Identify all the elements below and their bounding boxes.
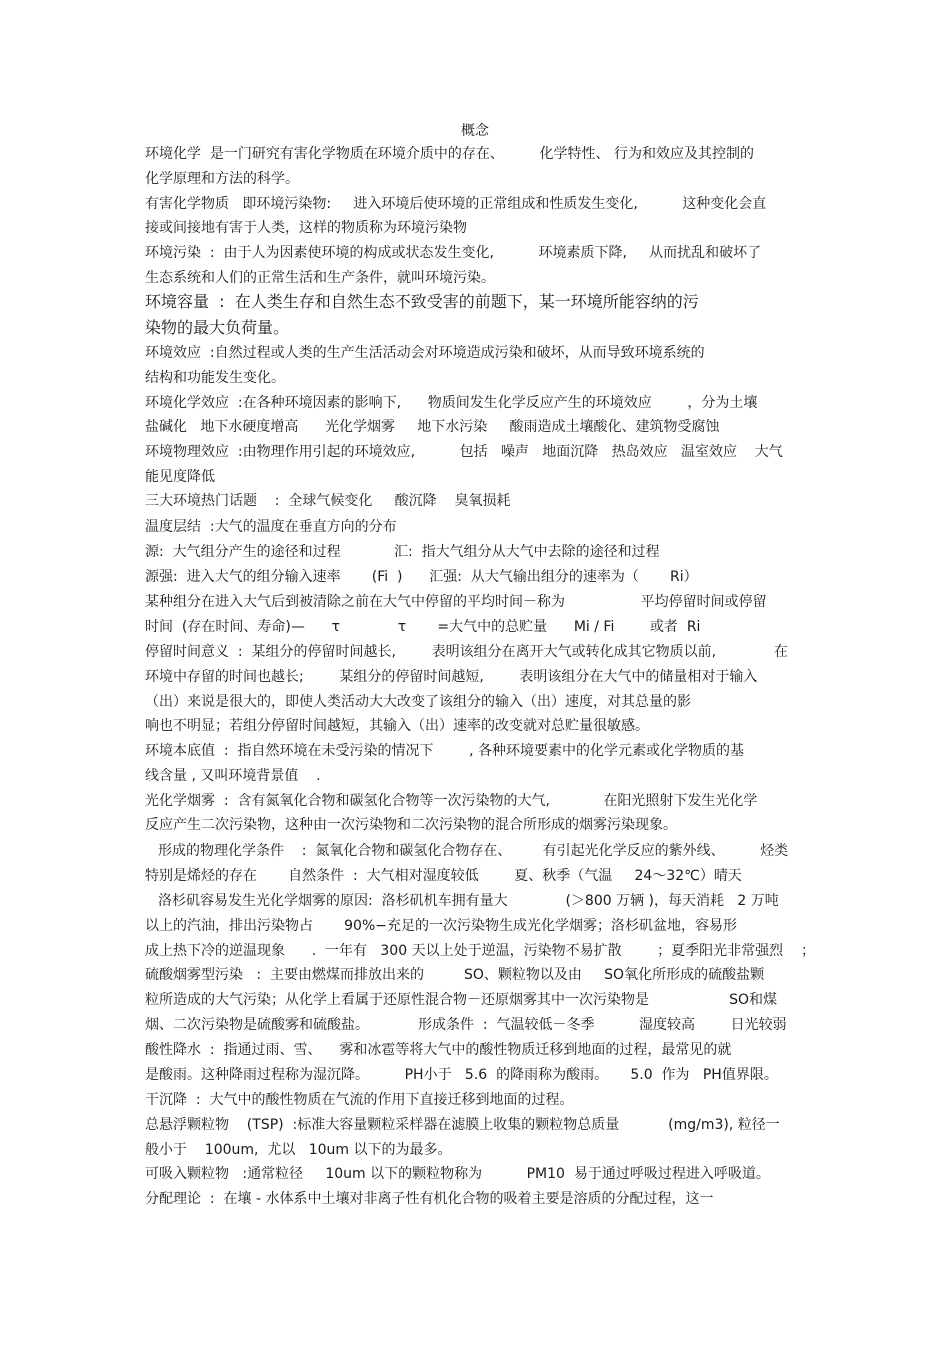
text-line: 特别是烯烃的存在 自然条件 : 大气相对湿度较低 夏、秋季（气温 24～32℃）晴天: [145, 868, 742, 884]
text-line: 环境化学 是一门研究有害化学物质在环境介质中的存在、 化学特性、 行为和效应及其控制的: [145, 146, 754, 162]
text-line: 洛杉矶容易发生光化学烟雾的原因: 洛杉矶机车拥有量大 (＞800 万辆 )，每天消耗 2 万吨: [158, 893, 779, 909]
text-line: 源: 大气组分产生的途径和过程 汇: 指大气组分从大气中去除的途径和过程: [145, 544, 660, 560]
text-line: 酸性降水 : 指通过雨、雪、 雾和冰雹等将大气中的酸性物质迁移到地面的过程，最常见的就: [145, 1042, 732, 1058]
text-line: 环境本底值 : 指自然环境在未受污染的情况下 , 各种环境要素中的化学元素或化学物质的基: [145, 743, 745, 759]
text-line: 干沉降 : 大气中的酸性物质在气流的作用下直接迁移到地面的过程。: [145, 1092, 574, 1108]
text-line: 结构和功能发生变化。: [145, 370, 285, 386]
text-line: 环境化学效应 :在各种环境因素的影响下, 物质间发生化学反应产生的环境效应 ，分为土壤: [145, 395, 758, 411]
text-line: 环境污染 : 由于人为因素使环境的构成或状态发生变化, 环境素质下降, 从而扰乱和破坏了: [145, 245, 762, 261]
text-line: 烟、二次污染物是硫酸雾和硫酸盐。 形成条件 : 气温较低－冬季 湿度较高 日光较弱: [145, 1017, 787, 1033]
text-line: （出）来说是很大的，即使人类活动大大改变了该组分的输入（出）速度，对其总量的影: [145, 694, 691, 710]
text-line: 源强: 进入大气的组分输入速率 (Fi ) 汇强: 从大气输出组分的速率为（ Ri）: [145, 569, 698, 585]
text-line: 成上热下冷的逆温现象 . 一年有 300 天以上处于逆温，污染物不易扩散 ；夏季阳光非常强烈 ；: [145, 943, 815, 959]
text-line: 接或间接地有害于人类，这样的物质称为环境污染物: [145, 220, 467, 236]
text-line: 粒所造成的大气污染；从化学上看属于还原性混合物－还原烟雾其中一次污染物是 SO和煤: [145, 992, 778, 1008]
text-line: 生态系统和人们的正常生活和生产条件，就叫环境污染。: [145, 270, 495, 286]
text-line: 有害化学物质 即环境污染物: 进入环境后使环境的正常组成和性质发生变化, 这种变化会直: [145, 196, 767, 212]
text-line: 反应产生二次污染物，这种由一次污染物和二次污染物的混合所形成的烟雾污染现象。: [145, 817, 677, 833]
text-line: 总悬浮颗粒物 (TSP) :标准大容量颗粒采样器在滤膜上收集的颗粒物总质量 (mg/m3), 粒径一: [145, 1117, 780, 1133]
text-line: 线含量 , 又叫环境背景值 .: [145, 768, 321, 784]
page-title: 概念: [461, 123, 489, 139]
text-line: 环境物理效应 :由物理作用引起的环境效应, 包括 噪声 地面沉降 热岛效应 温室效应 大气: [145, 444, 783, 460]
text-line: 盐碱化 地下水硬度增高 光化学烟雾 地下水污染 酸雨造成土壤酸化、建筑物受腐蚀: [145, 419, 720, 435]
text-line: 染物的最大负荷量。: [145, 318, 290, 337]
text-line: 化学原理和方法的科学。: [145, 171, 299, 187]
text-line: 般小于 100um, 尤以 10um 以下的为最多。: [145, 1142, 452, 1158]
text-line: 环境中存留的时间也越长; 某组分的停留时间越短, 表明该组分在大气中的储量相对于输入: [145, 669, 758, 685]
text-line: 时间 (存在时间、寿命)— τ τ =大气中的总贮量 Mi / Fi 或者 Ri: [145, 619, 701, 635]
text-line: 三大环境热门话题 : 全球气候变化 酸沉降 臭氧损耗: [145, 493, 511, 509]
text-line: 可吸入颗粒物 :通常粒径 10um 以下的颗粒物称为 PM10 易于通过呼吸过程进入呼吸道。: [145, 1166, 770, 1182]
text-line: 环境效应 :自然过程或人类的生产生活活动会对环境造成污染和破坏，从而导致环境系统的: [145, 345, 705, 361]
text-line: 是酸雨。这种降雨过程称为湿沉降。 PH小于 5.6 的降雨称为酸雨。 5.0 作为 PH值界限。: [145, 1067, 778, 1083]
text-line: 以上的汽油，排出污染物占 90%−充足的一次污染物生成光化学烟雾；洛杉矶盆地，容易形: [145, 918, 737, 934]
text-line: 某种组分在进入大气后到被清除之前在大气中停留的平均时间－称为 平均停留时间或停留: [145, 594, 767, 610]
text-line: 光化学烟雾 : 含有氮氧化合物和碳氢化合物等一次污染物的大气, 在阳光照射下发生光化学: [145, 793, 758, 809]
text-line: 环境容量 : 在人类生存和自然生态不致受害的前题下，某一环境所能容纳的污: [145, 292, 699, 311]
text-line: 温度层结 :大气的温度在垂直方向的分布: [145, 519, 397, 535]
text-line: 能见度降低: [145, 469, 215, 485]
text-line: 硫酸烟雾型污染 : 主要由燃煤而排放出来的 SO、颗粒物以及由 SO氧化所形成的硫酸盐颗: [145, 967, 765, 983]
text-line: 分配理论 : 在壤 - 水体系中土壤对非离子性有机化合物的吸着主要是溶质的分配过程，这一: [145, 1191, 714, 1207]
text-line: 形成的物理化学条件 : 氮氧化合物和碳氢化合物存在、 有引起光化学反应的紫外线、 烃类: [158, 843, 789, 859]
text-line: 停留时间意义 : 某组分的停留时间越长, 表明该组分在离开大气或转化成其它物质以前, 在: [145, 644, 788, 660]
text-line: 响也不明显；若组分停留时间越短，其输入（出）速率的改变就对总贮量很敏感。: [145, 718, 649, 734]
